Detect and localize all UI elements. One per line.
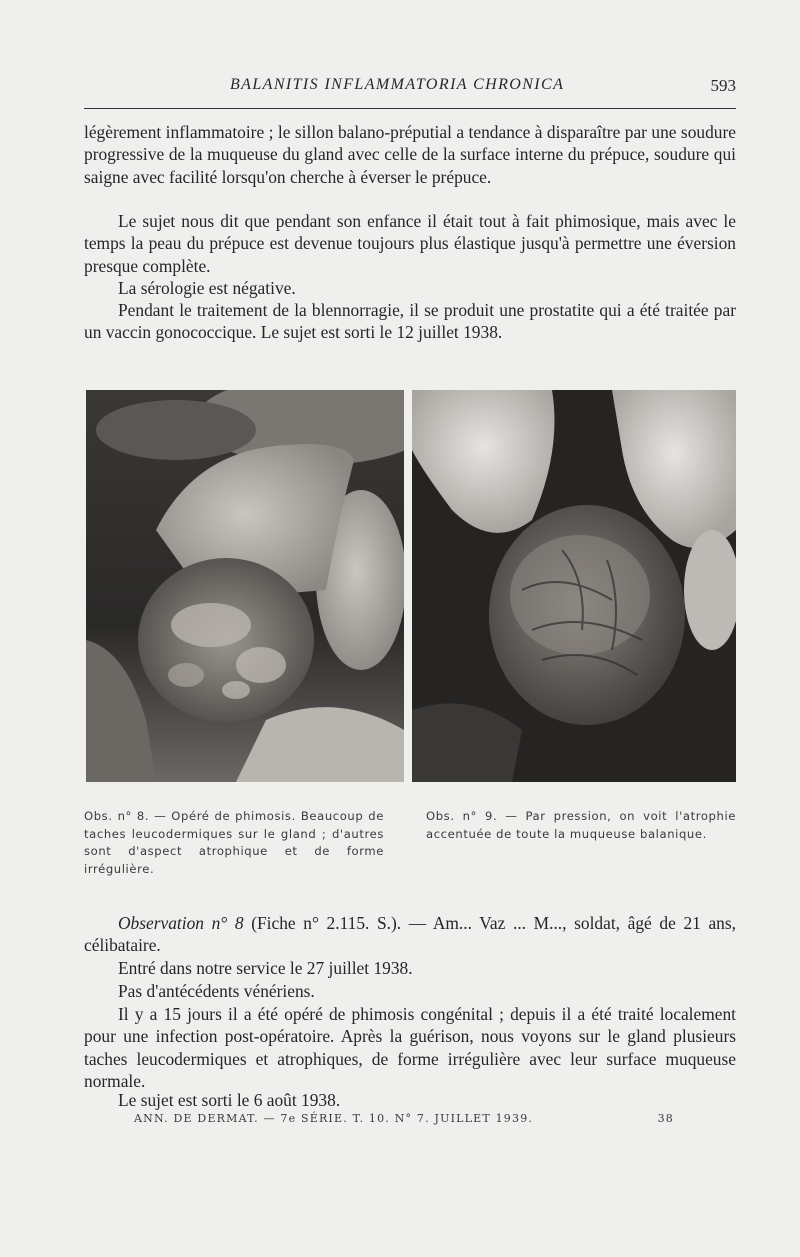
paragraph-admission: Entré dans notre service le 27 juillet 1938. <box>118 958 413 978</box>
paragraph-observation-8 <box>84 912 736 957</box>
paragraph-antecedents: Pas d'antécédents vénériens. <box>118 981 315 1001</box>
clinical-photo-obs-8 <box>86 390 404 782</box>
journal-citation: ANN. DE DERMAT. — 7e SÉRIE. T. 10. N° 7. JUILLET 1939. <box>134 1112 534 1125</box>
caption-obs-9: Obs. n° 9. — Par pression, on voit l'atrophie accentuée de toute la muqueuse balanique. <box>426 809 736 841</box>
running-header <box>84 76 736 98</box>
observation-intro: (Fiche n° 2.115. S.). — Am... Vaz ... M..., soldat, âgé de 21 ans, célibataire. <box>84 913 736 956</box>
paragraph-treatment: Pendant le traitement de la blennorragie, il se produit une prostatite qui a été traitée par un vaccin gonococcique. Le sujet est sorti le 12 juillet 1938. <box>84 300 736 343</box>
running-title: BALANITIS INFLAMMATORIA CHRONICA <box>230 76 565 93</box>
header-rule <box>84 108 736 109</box>
paragraph-continuation: légèrement inflammatoire ; le sillon balano-préputial a tendance à disparaître par une soudure progressive de la muqueuse du gland avec celle de la surface interne du prépuce, soudure qui saigne avec facilité lorsqu'on cherche à éverser le prépuce. <box>84 122 736 187</box>
paragraph-childhood: Le sujet nous dit que pendant son enfance il était tout à fait phimosique, mais avec le temps la peau du prépuce est devenue toujours plus élastique jusqu'à permettre une éversion presque complète. <box>84 211 736 276</box>
paragraph-discharge: Le sujet est sorti le 6 août 1938. <box>118 1090 341 1110</box>
paragraph-serology: La sérologie est négative. <box>118 278 296 298</box>
clinical-photo-obs-9 <box>412 390 736 782</box>
observation-title: Observation n° 8 <box>118 913 244 933</box>
caption-obs-8: Obs. n° 8. — Opéré de phimosis. Beaucoup de taches leucodermiques sur le gland ; d'autres sont d'aspect atrophique et de forme irrégulière. <box>84 809 384 876</box>
signature-number: 38 <box>657 1112 674 1125</box>
page-footer <box>134 1112 674 1128</box>
page-number: 593 <box>710 76 736 95</box>
paragraph-surgery: Il y a 15 jours il a été opéré de phimosis congénital ; depuis il a été traité localement pour une infection post-opératoire. Après la guérison, nous voyons sur le gland plusieurs taches leucodermiques et atrophiques, de forme irrégulière avec leur surface muqueuse normale. <box>84 1004 736 1091</box>
